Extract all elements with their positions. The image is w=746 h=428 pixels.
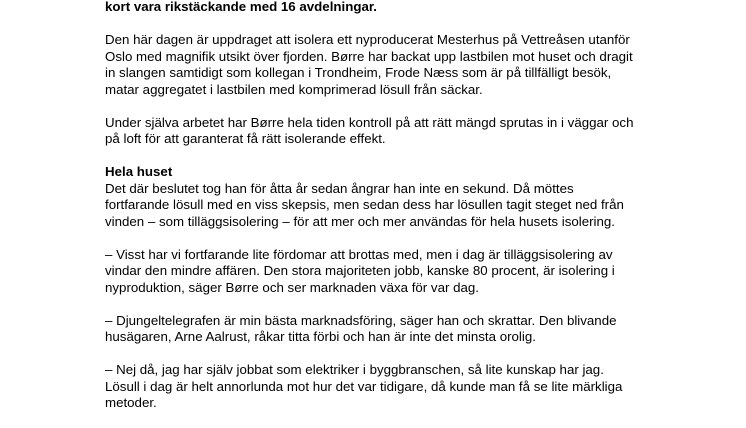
paragraph-1: [105, 32, 665, 98]
paragraph-5: [105, 313, 665, 346]
text-line: – Nej då, jag har själv jobbat som elektriker i byggbranschen, så lite kunskap har jag.: [105, 362, 604, 377]
text-line: in slangen samtidigt som kollegan i Trondheim, Frode Næss som är på tillfälligt besök,: [105, 65, 612, 80]
text-line: vinden – som tilläggsisolering – för att mer och mer användas för hela husets isolering.: [105, 213, 615, 229]
text-line: – Djungeltelegrafen är min bästa marknadsföring, säger han och skrattar. Den blivande: [105, 312, 617, 328]
text-line: vindar den mindre affären. Den stora majoriteten jobb, kanske 80 procent, är isolering i: [105, 263, 615, 278]
text-line: på loft för att garanterat få rätt isolerande effekt.: [105, 131, 386, 146]
text-line: Lösull i dag är helt annorlunda mot hur det var tidigare, då kunde man få se lite märkliga: [105, 378, 623, 394]
paragraph-4: [105, 247, 665, 297]
section-heading: Hela huset: [105, 164, 173, 179]
text-line: – Visst har vi fortfarande lite fördomar att brottas med, men i dag är tilläggsisolering av: [105, 246, 613, 262]
paragraph-2: [105, 115, 665, 148]
text-line: Det där beslutet tog han för åtta år sedan ångrar han inte en sekund. Då möttes: [105, 180, 574, 196]
text-line: nyproduktion, säger Børre och ser marknaden växa för var dag.: [105, 279, 479, 295]
text-line: Oslo med magnifik utsikt över fjorden. Børre har backat upp lastbilen mot huset och dragit: [105, 48, 633, 64]
text-line: fortfarande lösull med en viss skepsis, men sedan dess har lösullen tagit steget ned från: [105, 197, 624, 212]
text-line: husägaren, Arne Aalrust, råkar titta förbi och han är inte det minsta orolig.: [105, 329, 536, 344]
text-line: matar aggregatet i lastbilen med komprimerad lösull från säckar.: [105, 81, 483, 97]
intro-bold-line: kort vara rikstäckande med 16 avdelningar.: [105, 0, 377, 14]
document-page: [105, 0, 665, 428]
text-line: Under själva arbetet har Børre hela tiden kontroll på att rätt mängd sprutas in i väggar och: [105, 114, 634, 130]
text-line: Den här dagen är uppdraget att isolera ett nyproducerat Mesterhus på Vettreåsen utanför: [105, 32, 630, 47]
text-line: metoder.: [105, 395, 157, 410]
section-hela-huset: [105, 164, 665, 230]
paragraph-6: [105, 362, 665, 412]
